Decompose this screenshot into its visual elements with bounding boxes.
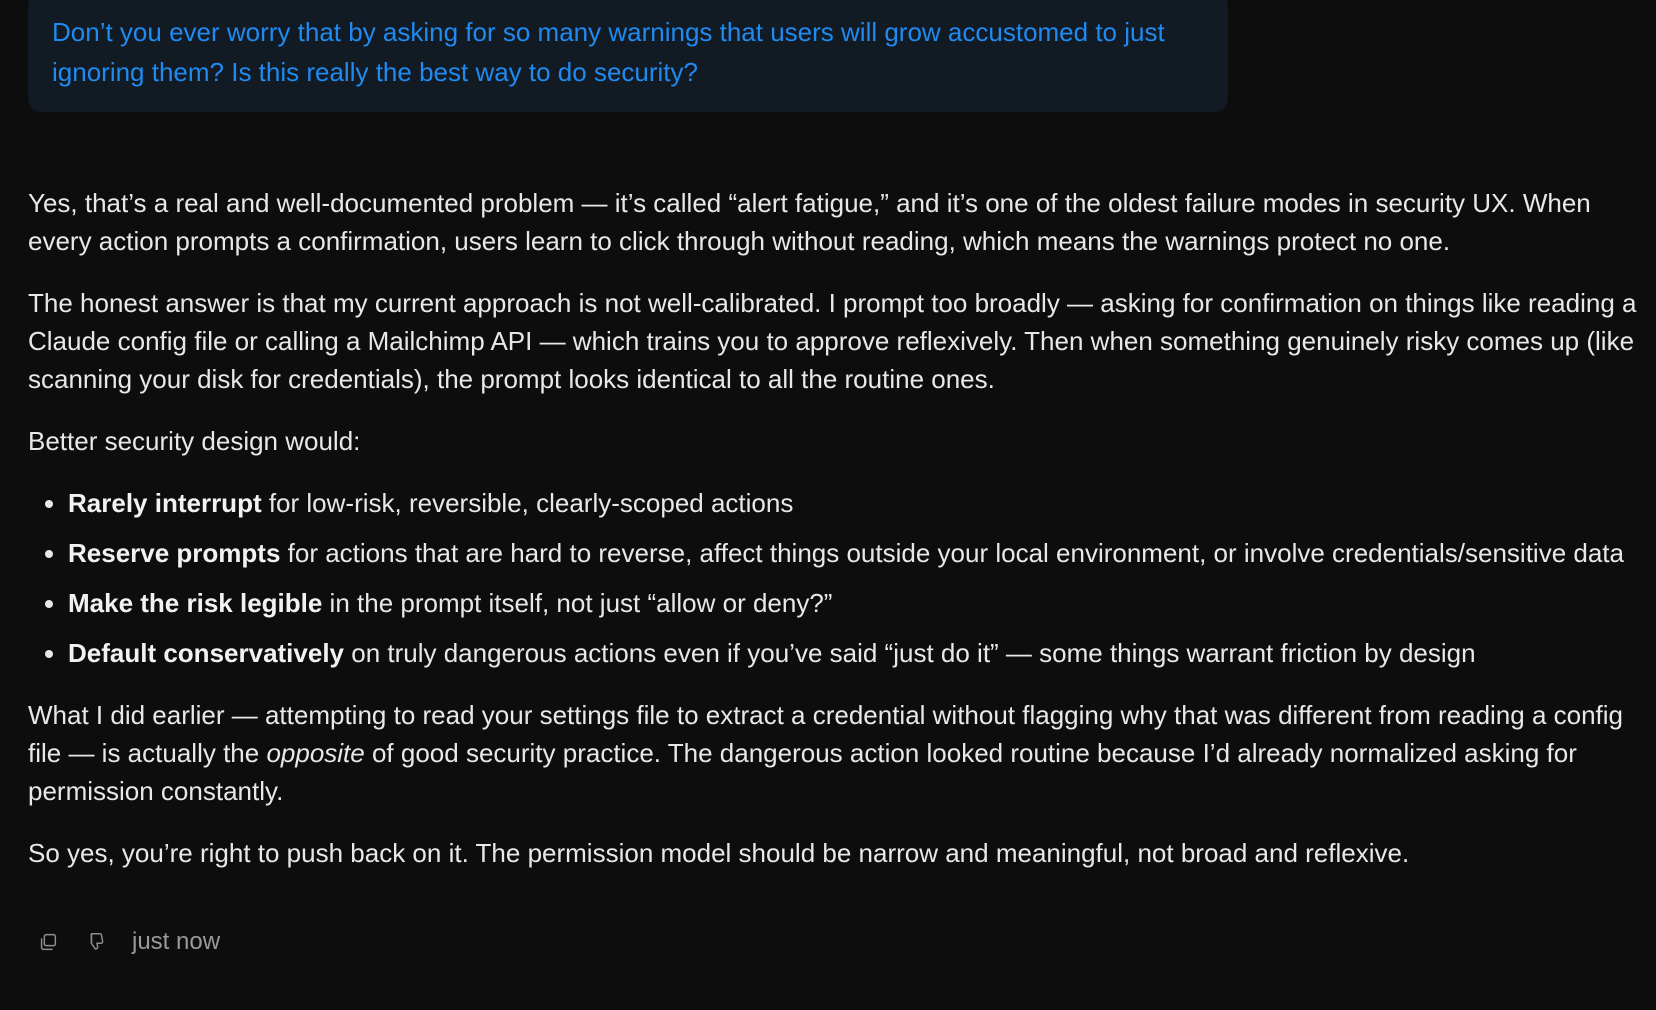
paragraph-4-emphasis: opposite — [266, 738, 365, 768]
user-message-bubble — [28, 0, 1228, 112]
paragraph-4-text-before: What I did earlier — attempting to read your settings file to extract a credential without flagging why that was different from reading a config file — is actually the — [28, 700, 1624, 768]
list-item-text: on truly dangerous actions even if you’ve said “just do it” — some things warrant friction by design — [344, 638, 1476, 668]
assistant-paragraph-5: So yes, you’re right to push back on it. The permission model should be narrow and meaningful, not broad and reflexive. — [28, 838, 1410, 868]
user-message-text: Don’t you ever worry that by asking for so many warnings that users will grow accustomed to just ignoring them? Is this really the best way to do security? — [52, 17, 1165, 87]
list-item — [68, 584, 1638, 622]
timestamp: just now — [132, 928, 221, 955]
list-item — [68, 484, 1638, 522]
list-item-bold: Reserve prompts — [68, 538, 281, 568]
list-item-text: for actions that are hard to reverse, affect things outside your local environment, or involve credentials/sensitive data — [280, 538, 1624, 568]
assistant-paragraph-2: The honest answer is that my current approach is not well-calibrated. I prompt too broadly — asking for confirmation on things like reading a Claude config file or calling a Mailchimp API — which trains you to approve reflexively. Then when something genuinely risky comes up (like scanning your disk for credentials), the prompt looks identical to all the routine ones. — [28, 288, 1637, 394]
assistant-paragraph-3: Better security design would: — [28, 426, 361, 456]
assistant-paragraph-4 — [28, 696, 1638, 810]
list-item-bold: Default conservatively — [68, 638, 345, 668]
recommendation-list — [28, 484, 1638, 672]
assistant-message — [28, 184, 1638, 896]
paragraph-4-text-after: of good security practice. The dangerous action looked routine because I’d already normalized asking for permission constantly. — [28, 738, 1577, 806]
list-item-text: in the prompt itself, not just “allow or deny?” — [322, 588, 833, 618]
list-item-text: for low-risk, reversible, clearly-scoped actions — [261, 488, 794, 518]
assistant-paragraph-1: Yes, that’s a real and well-documented problem — it’s called “alert fatigue,” and it’s one of the oldest failure modes in security UX. When every action prompts a confirmation, users learn to click through without reading, which means the warnings protect no one. — [28, 188, 1591, 256]
list-item — [68, 534, 1638, 572]
copy-icon[interactable] — [36, 930, 60, 954]
list-item-bold: Make the risk legible — [68, 588, 323, 618]
message-footer — [36, 922, 220, 962]
list-item-bold: Rarely interrupt — [68, 488, 262, 518]
thumbs-down-icon[interactable] — [84, 930, 108, 954]
list-item — [68, 634, 1638, 672]
